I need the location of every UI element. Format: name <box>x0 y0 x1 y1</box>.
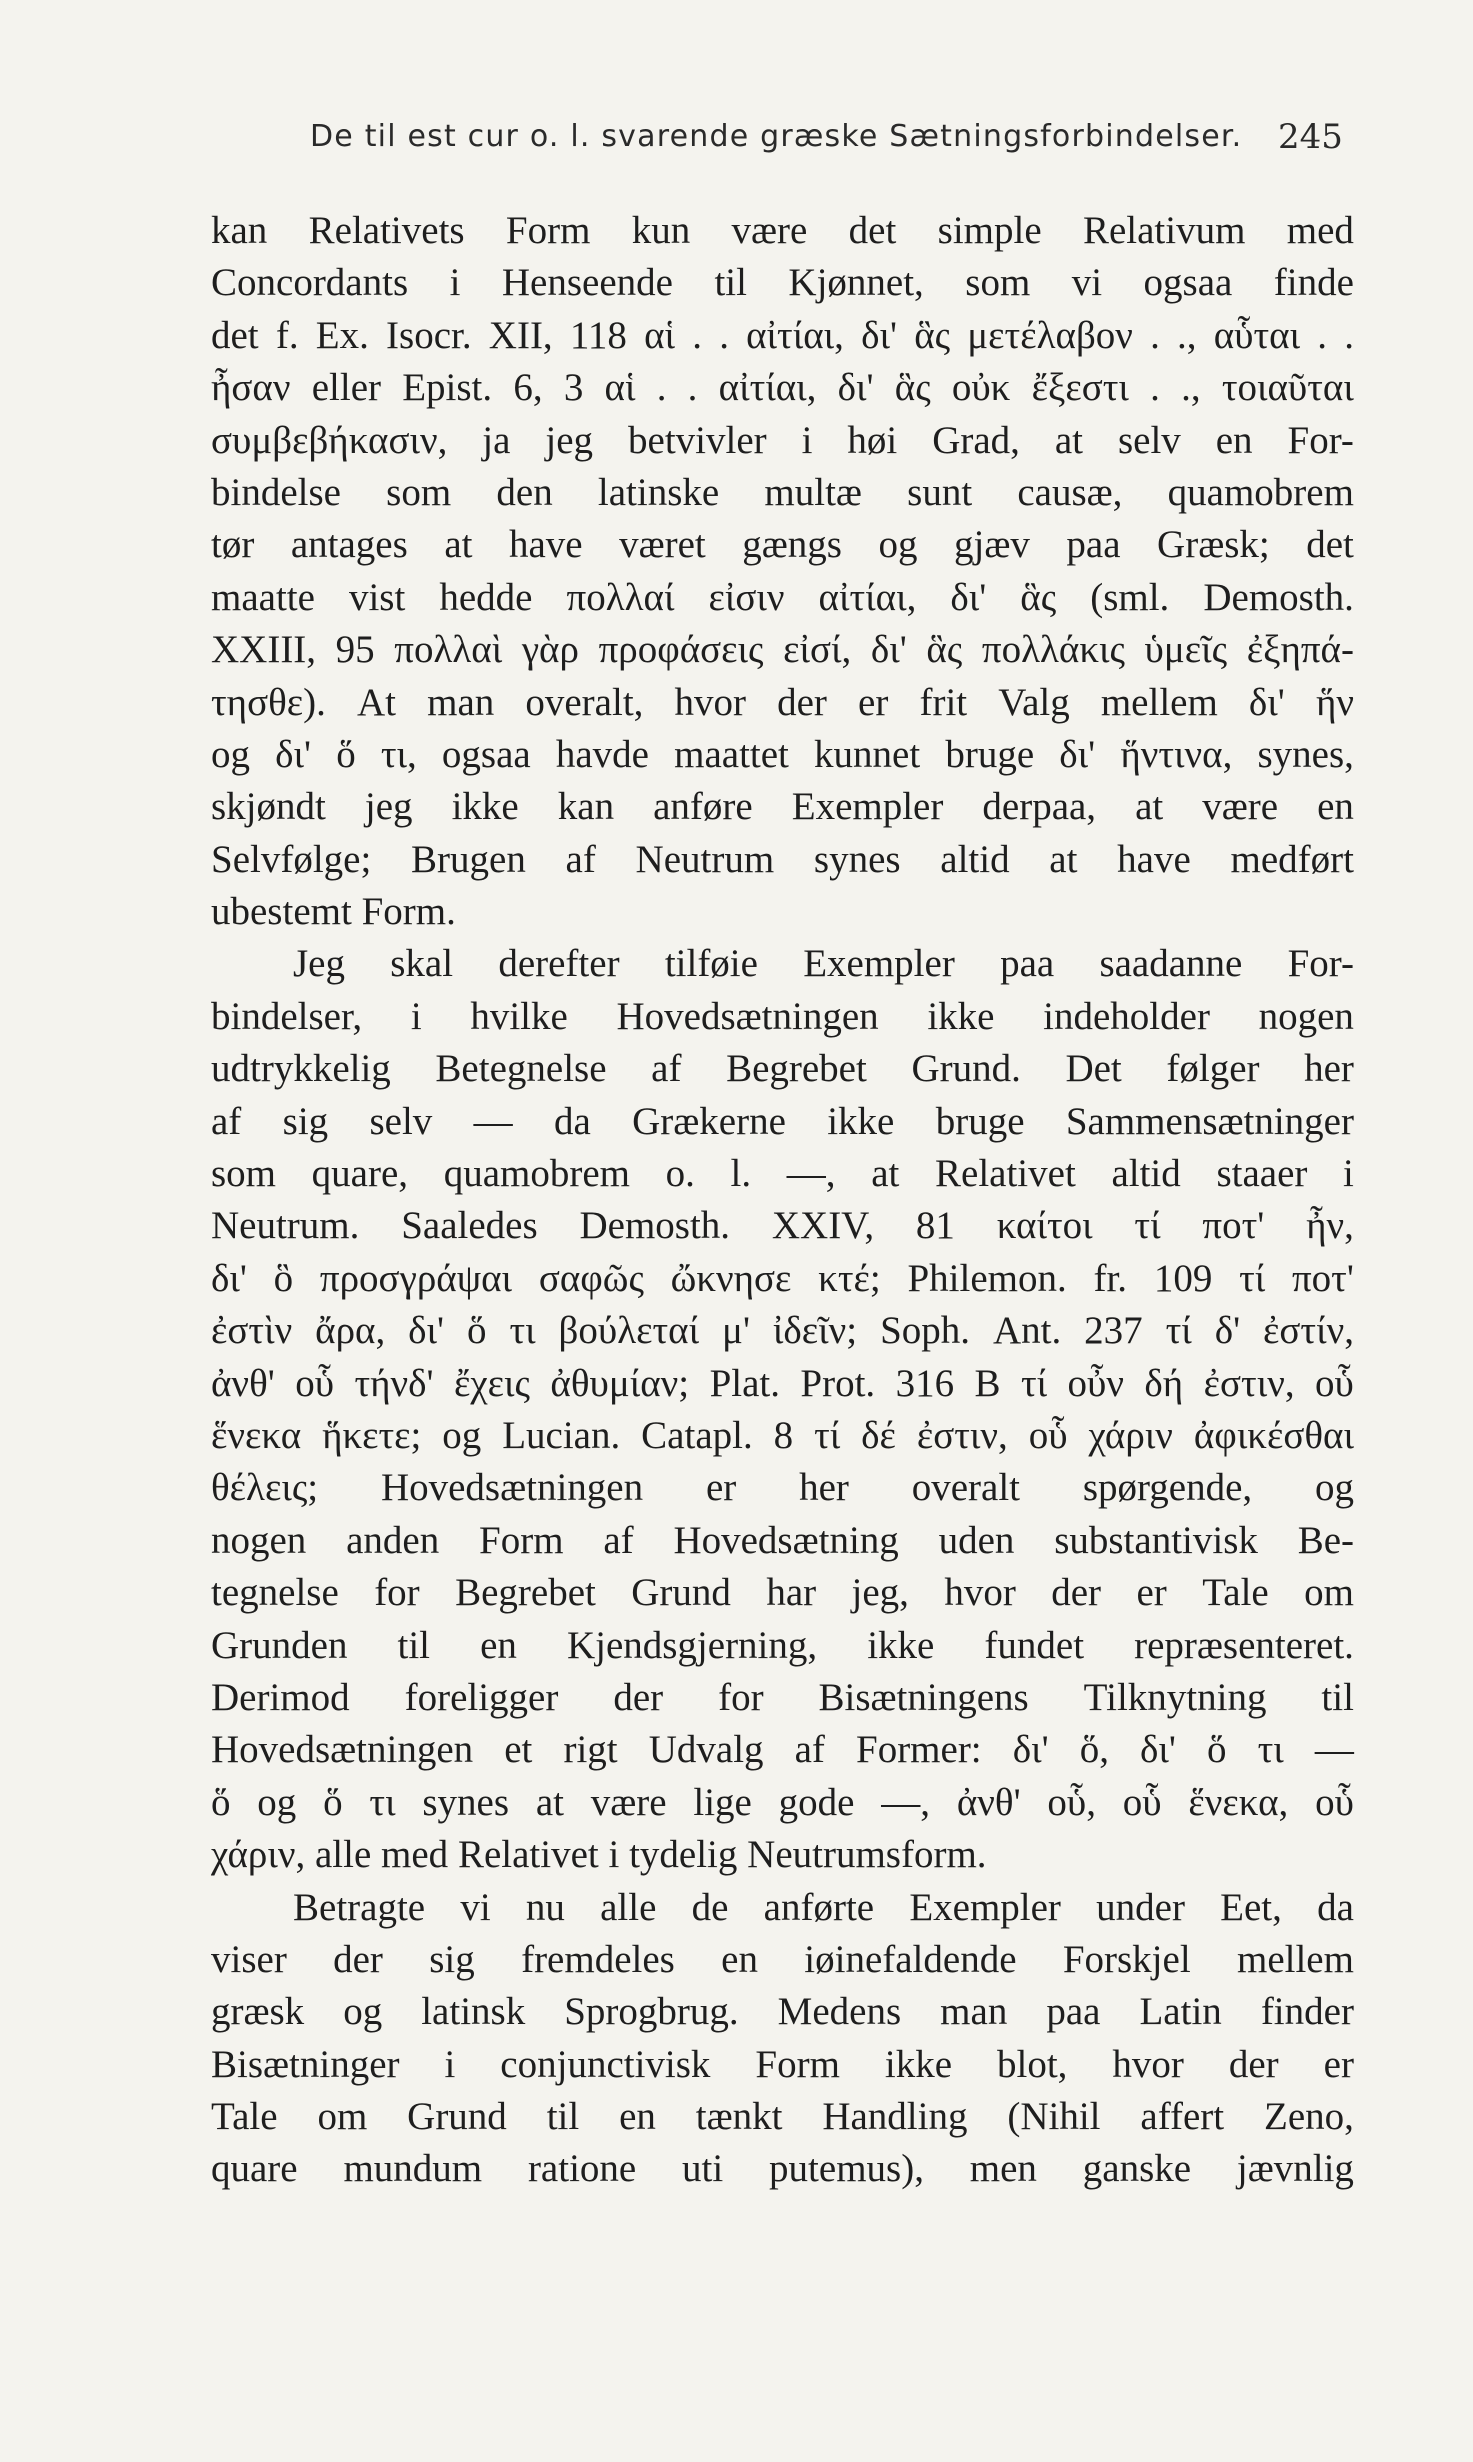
text-line: Jeg skal derefter tilføie Exempler paa saadanne For- <box>293 942 1354 986</box>
text-line: χάριν, alle med Relativet i tydelig Neutrumsform. <box>211 1833 987 1877</box>
text-line: ἀνθ' οὗ τήνδ' ἔχεις ἀθυμίαν; Plat. Prot. 316 B τί οὖν δή ἐστιν, οὗ <box>211 1361 1354 1405</box>
text-line: tegnelse for Begrebet Grund har jeg, hvor der er Tale om <box>211 1571 1354 1615</box>
text-line: maatte vist hedde πολλαί εἰσιν αἰτίαι, δι' ἃς (sml. Demosth. <box>211 575 1354 619</box>
text-line: kan Relativets Form kun være det simple Relativum med <box>211 209 1354 252</box>
text-line: skjøndt jeg ikke kan anføre Exempler derpaa, at være en <box>211 785 1354 829</box>
text-line: θέλεις; Hovedsætningen er her overalt spørgende, og <box>211 1466 1354 1510</box>
text-line: bindelse som den latinske multæ sunt causæ, quamobrem <box>211 470 1354 514</box>
text-line: quare mundum ratione uti putemus), men ganske jævnlig <box>211 2147 1354 2191</box>
text-line: τησθε). At man overalt, hvor der er frit Valg mellem δι' ἥν <box>211 680 1354 724</box>
text-line: Grunden til en Kjendsgjerning, ikke fundet repræsenteret. <box>211 1623 1354 1667</box>
text-line: Selvfølge; Brugen af Neutrum synes altid at have medført <box>211 837 1354 881</box>
text-line: δι' ὃ προσγράψαι σαφῶς ὤκνησε κτέ; Philemon. fr. 109 τί ποτ' <box>211 1256 1354 1300</box>
text-line: συμβεβήκασιν, ja jeg betvivler i høi Grad, at selv en For- <box>211 418 1354 462</box>
text-line: bindelser, i hvilke Hovedsætningen ikke indeholder nogen <box>211 994 1354 1038</box>
body-text <box>211 205 1354 2196</box>
text-line: Neutrum. Saaledes Demosth. XXIV, 81 καίτοι τί ποτ' ἦν, <box>211 1204 1354 1248</box>
text-line: tør antages at have været gængs og gjæv paa Græsk; det <box>211 523 1354 567</box>
text-line: af sig selv — da Grækerne ikke bruge Sammensætninger <box>211 1099 1354 1143</box>
text-line: ἐστὶν ἄρα, δι' ὅ τι βούλεταί μ' ἰδεῖν; Soph. Ant. 237 τί δ' ἐστίν, <box>211 1309 1354 1353</box>
text-line: det f. Ex. Isocr. XII, 118 αἱ . . αἰτίαι, δι' ἃς μετέλαβον . ., αὗται . . <box>211 313 1354 357</box>
text-line: nogen anden Form af Hovedsætning uden substantivisk Be- <box>211 1518 1354 1562</box>
text-line: som quare, quamobrem o. l. —, at Relativet altid staaer i <box>211 1152 1354 1196</box>
text-line: udtrykkelig Betegnelse af Begrebet Grund. Det følger her <box>211 1047 1354 1091</box>
text-line: Betragte vi nu alle de anførte Exempler under Eet, da <box>293 1885 1354 1929</box>
text-line: viser der sig fremdeles en iøinefaldende Forskjel mellem <box>211 1937 1354 1981</box>
text-line: Tale om Grund til en tænkt Handling (Nihil affert Zeno, <box>211 2095 1354 2139</box>
text-line: Hovedsætningen et rigt Udvalg af Former: δι' ὅ, δι' ὅ τι — <box>211 1728 1354 1772</box>
text-line: Derimod foreligger der for Bisætningens Tilknytning til <box>211 1675 1354 1719</box>
text-line: Bisætninger i conjunctivisk Form ikke blot, hvor der er <box>211 2042 1354 2086</box>
text-line: ἕνεκα ἥκετε; og Lucian. Catapl. 8 τί δέ ἐστιν, οὗ χάριν ἀφικέσθαι <box>211 1413 1354 1457</box>
running-head <box>0 112 1473 162</box>
text-line: Concordants i Henseende til Kjønnet, som vi ogsaa finde <box>211 261 1354 305</box>
text-line: og δι' ὅ τι, ogsaa havde maattet kunnet bruge δι' ἥντινα, synes, <box>211 732 1354 776</box>
text-line: XXIII, 95 πολλαὶ γὰρ προφάσεις εἰσί, δι' ἃς πολλάκις ὑμεῖς ἐξηπά- <box>211 628 1354 672</box>
text-line: ὅ og ὅ τι synes at være lige gode —, ἀνθ' οὗ, οὗ ἕνεκα, οὗ <box>211 1780 1354 1824</box>
running-head-title: De til est cur o. l. svarende græske Sætningsforbindelser. <box>310 119 1243 154</box>
text-line: ἦσαν eller Epist. 6, 3 αἱ . . αἰτίαι, δι' ἃς οὐκ ἔξεστι . ., τοιαῦται <box>211 366 1354 410</box>
page-number: 245 <box>1278 117 1343 157</box>
text-line: ubestemt Form. <box>211 890 456 934</box>
text-line: græsk og latinsk Sprogbrug. Medens man paa Latin finder <box>211 1990 1354 2034</box>
